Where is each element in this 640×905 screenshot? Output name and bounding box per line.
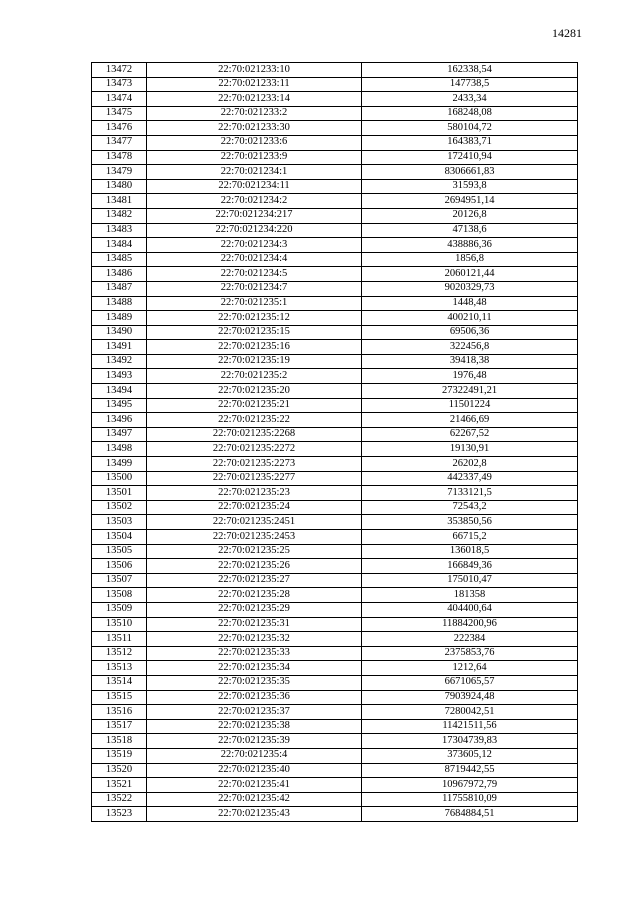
- table-row: [92, 632, 578, 647]
- table-row: [92, 617, 578, 632]
- cadastral-number-cell: 22:70:021235:33: [147, 646, 362, 661]
- row-number-cell: 13496: [92, 413, 147, 428]
- value-cell: 1212,64: [362, 661, 578, 676]
- value-cell: 39418,38: [362, 354, 578, 369]
- cadastral-number-cell: 22:70:021235:42: [147, 792, 362, 807]
- value-cell: 168248,08: [362, 106, 578, 121]
- cadastral-number-cell: 22:70:021235:25: [147, 544, 362, 559]
- table-row: [92, 544, 578, 559]
- table-row: [92, 223, 578, 238]
- table-row: [92, 194, 578, 209]
- value-cell: 2060121,44: [362, 267, 578, 282]
- row-number-cell: 13491: [92, 340, 147, 355]
- cadastral-number-cell: 22:70:021235:31: [147, 617, 362, 632]
- cadastral-number-cell: 22:70:021234:2: [147, 194, 362, 209]
- table-row: [92, 602, 578, 617]
- table-row: [92, 719, 578, 734]
- table-row: [92, 354, 578, 369]
- cadastral-number-cell: 22:70:021234:3: [147, 238, 362, 253]
- value-cell: 404400,64: [362, 602, 578, 617]
- table-row: [92, 748, 578, 763]
- table-row: [92, 179, 578, 194]
- value-cell: 31593,8: [362, 179, 578, 194]
- cadastral-number-cell: 22:70:021235:12: [147, 311, 362, 326]
- row-number-cell: 13500: [92, 471, 147, 486]
- cadastral-number-cell: 22:70:021234:5: [147, 267, 362, 282]
- table-row: [92, 92, 578, 107]
- table-row: [92, 398, 578, 413]
- cadastral-number-cell: 22:70:021235:2: [147, 369, 362, 384]
- row-number-cell: 13499: [92, 457, 147, 472]
- row-number-cell: 13502: [92, 500, 147, 515]
- cadastral-number-cell: 22:70:021235:27: [147, 573, 362, 588]
- value-cell: 175010,47: [362, 573, 578, 588]
- value-cell: 26202,8: [362, 457, 578, 472]
- row-number-cell: 13520: [92, 763, 147, 778]
- table-row: [92, 311, 578, 326]
- table-row: [92, 340, 578, 355]
- value-cell: 10967972,79: [362, 778, 578, 793]
- cadastral-number-cell: 22:70:021233:30: [147, 121, 362, 136]
- cadastral-number-cell: 22:70:021235:28: [147, 588, 362, 603]
- row-number-cell: 13501: [92, 486, 147, 501]
- value-cell: 580104,72: [362, 121, 578, 136]
- table-row: [92, 106, 578, 121]
- value-cell: 47138,6: [362, 223, 578, 238]
- row-number-cell: 13489: [92, 311, 147, 326]
- row-number-cell: 13513: [92, 661, 147, 676]
- value-cell: 164383,71: [362, 135, 578, 150]
- row-number-cell: 13472: [92, 63, 147, 78]
- value-cell: 62267,52: [362, 427, 578, 442]
- row-number-cell: 13490: [92, 325, 147, 340]
- row-number-cell: 13480: [92, 179, 147, 194]
- cadastral-number-cell: 22:70:021235:26: [147, 559, 362, 574]
- row-number-cell: 13497: [92, 427, 147, 442]
- row-number-cell: 13508: [92, 588, 147, 603]
- value-cell: 11421511,56: [362, 719, 578, 734]
- value-cell: 1976,48: [362, 369, 578, 384]
- value-cell: 353850,56: [362, 515, 578, 530]
- table-row: [92, 807, 578, 822]
- table-row: [92, 515, 578, 530]
- cadastral-number-cell: 22:70:021235:23: [147, 486, 362, 501]
- data-table: [91, 62, 578, 822]
- value-cell: 11884200,96: [362, 617, 578, 632]
- row-number-cell: 13494: [92, 384, 147, 399]
- table-row: [92, 792, 578, 807]
- value-cell: 6671065,57: [362, 675, 578, 690]
- row-number-cell: 13487: [92, 281, 147, 296]
- row-number-cell: 13486: [92, 267, 147, 282]
- table-row: [92, 63, 578, 78]
- table-row: [92, 150, 578, 165]
- page-number: 14281: [552, 26, 582, 40]
- row-number-cell: 13485: [92, 252, 147, 267]
- cadastral-number-cell: 22:70:021235:29: [147, 602, 362, 617]
- table-row: [92, 530, 578, 545]
- row-number-cell: 13498: [92, 442, 147, 457]
- row-number-cell: 13473: [92, 77, 147, 92]
- table-row: [92, 486, 578, 501]
- row-number-cell: 13481: [92, 194, 147, 209]
- value-cell: 2375853,76: [362, 646, 578, 661]
- value-cell: 8719442,55: [362, 763, 578, 778]
- table-row: [92, 763, 578, 778]
- cadastral-number-cell: 22:70:021235:2453: [147, 530, 362, 545]
- row-number-cell: 13504: [92, 530, 147, 545]
- table-row: [92, 500, 578, 515]
- value-cell: 11755810,09: [362, 792, 578, 807]
- cadastral-number-cell: 22:70:021235:4: [147, 748, 362, 763]
- row-number-cell: 13495: [92, 398, 147, 413]
- cadastral-number-cell: 22:70:021234:1: [147, 165, 362, 180]
- table-row: [92, 559, 578, 574]
- value-cell: 147738,5: [362, 77, 578, 92]
- value-cell: 166849,36: [362, 559, 578, 574]
- table-row: [92, 384, 578, 399]
- table-row: [92, 442, 578, 457]
- row-number-cell: 13493: [92, 369, 147, 384]
- value-cell: 69506,36: [362, 325, 578, 340]
- value-cell: 2694951,14: [362, 194, 578, 209]
- cadastral-number-cell: 22:70:021234:220: [147, 223, 362, 238]
- table-row: [92, 646, 578, 661]
- table-row: [92, 281, 578, 296]
- value-cell: 7133121,5: [362, 486, 578, 501]
- cadastral-number-cell: 22:70:021234:217: [147, 208, 362, 223]
- row-number-cell: 13510: [92, 617, 147, 632]
- cadastral-number-cell: 22:70:021234:11: [147, 179, 362, 194]
- cadastral-number-cell: 22:70:021235:41: [147, 778, 362, 793]
- row-number-cell: 13507: [92, 573, 147, 588]
- row-number-cell: 13484: [92, 238, 147, 253]
- value-cell: 400210,11: [362, 311, 578, 326]
- row-number-cell: 13511: [92, 632, 147, 647]
- table-body: [92, 63, 578, 822]
- value-cell: 19130,91: [362, 442, 578, 457]
- row-number-cell: 13482: [92, 208, 147, 223]
- value-cell: 136018,5: [362, 544, 578, 559]
- row-number-cell: 13476: [92, 121, 147, 136]
- row-number-cell: 13483: [92, 223, 147, 238]
- row-number-cell: 13517: [92, 719, 147, 734]
- cadastral-number-cell: 22:70:021235:2268: [147, 427, 362, 442]
- row-number-cell: 13506: [92, 559, 147, 574]
- cadastral-number-cell: 22:70:021235:2273: [147, 457, 362, 472]
- row-number-cell: 13478: [92, 150, 147, 165]
- cadastral-number-cell: 22:70:021235:19: [147, 354, 362, 369]
- value-cell: 21466,69: [362, 413, 578, 428]
- cadastral-number-cell: 22:70:021235:32: [147, 632, 362, 647]
- cadastral-number-cell: 22:70:021233:9: [147, 150, 362, 165]
- row-number-cell: 13488: [92, 296, 147, 311]
- cadastral-number-cell: 22:70:021235:2451: [147, 515, 362, 530]
- value-cell: 438886,36: [362, 238, 578, 253]
- value-cell: 66715,2: [362, 530, 578, 545]
- cadastral-number-cell: 22:70:021233:6: [147, 135, 362, 150]
- row-number-cell: 13516: [92, 705, 147, 720]
- cadastral-number-cell: 22:70:021235:34: [147, 661, 362, 676]
- value-cell: 172410,94: [362, 150, 578, 165]
- table-row: [92, 675, 578, 690]
- row-number-cell: 13503: [92, 515, 147, 530]
- row-number-cell: 13514: [92, 675, 147, 690]
- cadastral-number-cell: 22:70:021235:38: [147, 719, 362, 734]
- value-cell: 7280042,51: [362, 705, 578, 720]
- value-cell: 20126,8: [362, 208, 578, 223]
- table-row: [92, 661, 578, 676]
- value-cell: 11501224: [362, 398, 578, 413]
- value-cell: 322456,8: [362, 340, 578, 355]
- table-row: [92, 734, 578, 749]
- cadastral-number-cell: 22:70:021235:20: [147, 384, 362, 399]
- value-cell: 7684884,51: [362, 807, 578, 822]
- cadastral-number-cell: 22:70:021235:40: [147, 763, 362, 778]
- table-row: [92, 369, 578, 384]
- cadastral-number-cell: 22:70:021235:2272: [147, 442, 362, 457]
- value-cell: 7903924,48: [362, 690, 578, 705]
- table-row: [92, 325, 578, 340]
- value-cell: 1856,8: [362, 252, 578, 267]
- row-number-cell: 13523: [92, 807, 147, 822]
- cadastral-number-cell: 22:70:021235:2277: [147, 471, 362, 486]
- cadastral-number-cell: 22:70:021233:10: [147, 63, 362, 78]
- value-cell: 181358: [362, 588, 578, 603]
- cadastral-number-cell: 22:70:021235:21: [147, 398, 362, 413]
- value-cell: 27322491,21: [362, 384, 578, 399]
- value-cell: 9020329,73: [362, 281, 578, 296]
- cadastral-number-cell: 22:70:021235:22: [147, 413, 362, 428]
- row-number-cell: 13477: [92, 135, 147, 150]
- row-number-cell: 13509: [92, 602, 147, 617]
- table-row: [92, 573, 578, 588]
- value-cell: 2433,34: [362, 92, 578, 107]
- row-number-cell: 13475: [92, 106, 147, 121]
- table-row: [92, 165, 578, 180]
- value-cell: 1448,48: [362, 296, 578, 311]
- cadastral-number-cell: 22:70:021235:16: [147, 340, 362, 355]
- row-number-cell: 13519: [92, 748, 147, 763]
- table-row: [92, 121, 578, 136]
- cadastral-number-cell: 22:70:021233:2: [147, 106, 362, 121]
- table-row: [92, 705, 578, 720]
- table-row: [92, 77, 578, 92]
- table-row: [92, 296, 578, 311]
- value-cell: 442337,49: [362, 471, 578, 486]
- table-row: [92, 427, 578, 442]
- table-row: [92, 471, 578, 486]
- cadastral-number-cell: 22:70:021235:37: [147, 705, 362, 720]
- cadastral-number-cell: 22:70:021234:7: [147, 281, 362, 296]
- cadastral-number-cell: 22:70:021235:24: [147, 500, 362, 515]
- row-number-cell: 13479: [92, 165, 147, 180]
- row-number-cell: 13522: [92, 792, 147, 807]
- cadastral-number-cell: 22:70:021235:1: [147, 296, 362, 311]
- cadastral-number-cell: 22:70:021235:35: [147, 675, 362, 690]
- row-number-cell: 13492: [92, 354, 147, 369]
- row-number-cell: 13521: [92, 778, 147, 793]
- table-row: [92, 690, 578, 705]
- row-number-cell: 13505: [92, 544, 147, 559]
- cadastral-number-cell: 22:70:021234:4: [147, 252, 362, 267]
- table-row: [92, 588, 578, 603]
- row-number-cell: 13518: [92, 734, 147, 749]
- table-row: [92, 238, 578, 253]
- cadastral-number-cell: 22:70:021233:14: [147, 92, 362, 107]
- cadastral-number-cell: 22:70:021235:15: [147, 325, 362, 340]
- table-row: [92, 413, 578, 428]
- cadastral-number-cell: 22:70:021235:39: [147, 734, 362, 749]
- value-cell: 373605,12: [362, 748, 578, 763]
- value-cell: 72543,2: [362, 500, 578, 515]
- value-cell: 222384: [362, 632, 578, 647]
- value-cell: 162338,54: [362, 63, 578, 78]
- table-row: [92, 267, 578, 282]
- row-number-cell: 13515: [92, 690, 147, 705]
- table-row: [92, 457, 578, 472]
- value-cell: 17304739,83: [362, 734, 578, 749]
- table-row: [92, 208, 578, 223]
- table-row: [92, 252, 578, 267]
- table-row: [92, 778, 578, 793]
- value-cell: 8306661,83: [362, 165, 578, 180]
- table-row: [92, 135, 578, 150]
- cadastral-number-cell: 22:70:021235:36: [147, 690, 362, 705]
- cadastral-number-cell: 22:70:021235:43: [147, 807, 362, 822]
- row-number-cell: 13474: [92, 92, 147, 107]
- row-number-cell: 13512: [92, 646, 147, 661]
- cadastral-number-cell: 22:70:021233:11: [147, 77, 362, 92]
